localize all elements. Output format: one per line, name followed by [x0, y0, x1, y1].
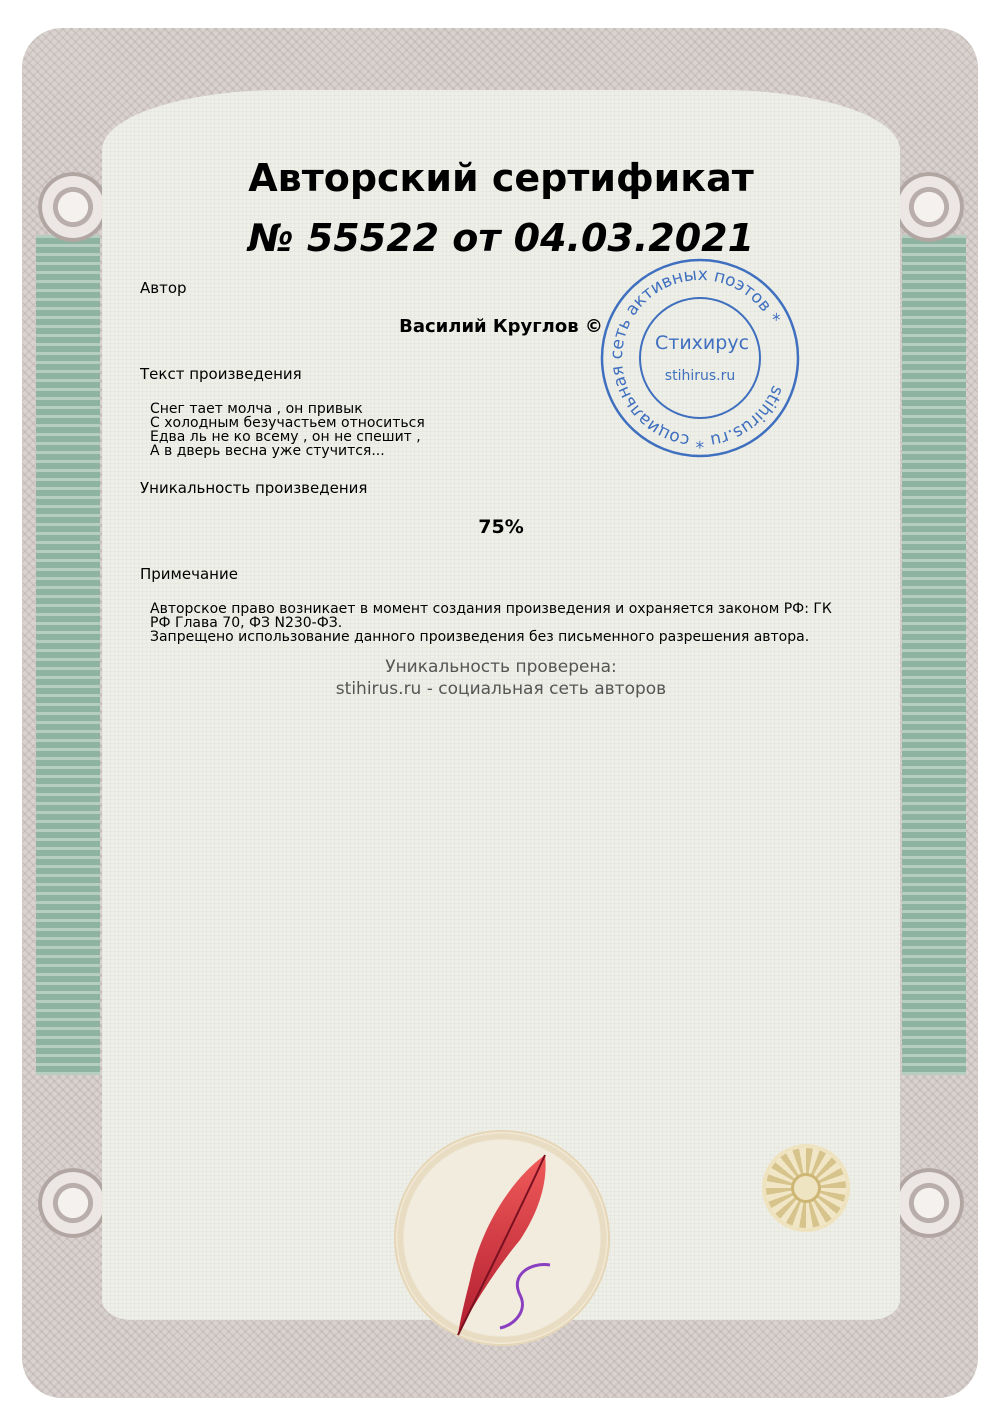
poem-line: Едва ль не ко всему , он не спешит ,: [150, 429, 421, 445]
note-text: [150, 602, 840, 644]
work-text: [150, 402, 425, 458]
uniqueness-value: 75%: [478, 516, 524, 538]
author-name: Василий Круглов ©: [399, 316, 603, 337]
poem-line: С холодным безучастьем относиться: [150, 415, 425, 431]
stamp-ring-text: stihirus.ru * социальная сеть активных поэтов *: [606, 264, 788, 452]
stamp-title: Стихирус: [654, 332, 750, 354]
verification-link[interactable]: stihirus.ru - социальная сеть авторов: [335, 679, 667, 699]
note-label: Примечание: [140, 565, 238, 583]
corner-rosette: [894, 1168, 964, 1238]
uniqueness-label: Уникальность произведения: [140, 479, 368, 497]
certificate-title: Авторский сертификат: [248, 156, 754, 200]
work-text-label: Текст произведения: [140, 365, 302, 383]
poem-line: А в дверь весна уже стучится...: [150, 443, 385, 459]
verification-text: [0, 656, 1002, 700]
poem-line: Снег тает молча , он привык: [150, 401, 363, 417]
verification-line: Уникальность проверена:: [385, 657, 617, 677]
gold-rosette: [766, 1148, 846, 1228]
stamp-subtitle: stihirus.ru: [664, 368, 736, 384]
author-label: Автор: [140, 279, 187, 297]
note-line: Запрещено использование данного произведения без письменного разрешения автора.: [150, 629, 810, 645]
certificate-number: № 55522 от 04.03.2021: [247, 216, 755, 260]
stamp-seal: [598, 256, 802, 460]
feather-icon: [440, 1150, 570, 1340]
svg-text:stihirus.ru * социальная сеть: [598, 256, 802, 460]
note-line: Авторское право возникает в момент создания произведения и охраняется законом РФ: ГК РФ Глава 70, ФЗ N230-ФЗ.: [150, 601, 832, 631]
corner-rosette: [38, 1168, 108, 1238]
